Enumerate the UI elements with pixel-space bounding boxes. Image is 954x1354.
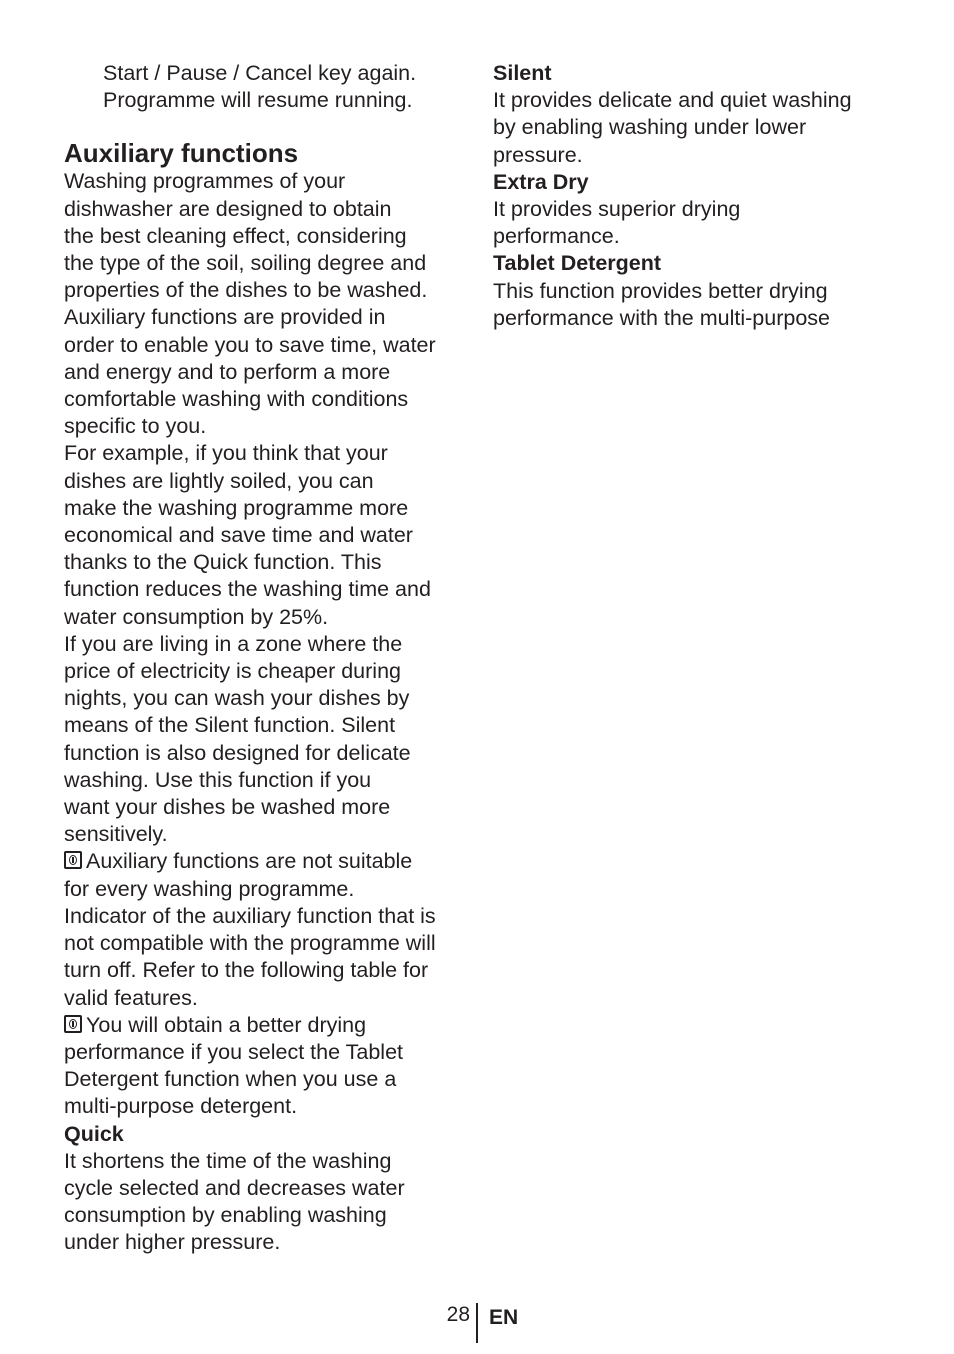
text-line: dishes are lightly soiled, you can	[64, 468, 374, 493]
text-line: means of the Silent function. Silent	[64, 713, 396, 738]
text-line: performance.	[493, 224, 620, 249]
footer-divider	[476, 1303, 478, 1343]
text-line: for every washing programme.	[64, 876, 355, 901]
text-line: make the washing programme more	[64, 495, 409, 520]
text-line: If you are living in a zone where the	[64, 631, 403, 656]
text-line: not compatible with the programme will	[64, 931, 436, 956]
text-line: Washing programmes of your	[64, 169, 346, 194]
text-line: the type of the soil, soiling degree and	[64, 251, 427, 276]
text-line: performance with the multi-purpose	[493, 305, 830, 330]
text-line: It provides delicate and quiet washing	[493, 88, 852, 113]
text-line: water consumption by 25%.	[64, 604, 329, 629]
quick-example-paragraph	[64, 440, 464, 630]
text-line: performance if you select the Tablet	[64, 1039, 404, 1064]
text-line: function is also designed for delicate	[64, 740, 411, 765]
text-line: Start / Pause / Cancel key again.	[103, 61, 417, 85]
text-line: pressure.	[493, 142, 583, 167]
info-icon	[64, 851, 82, 869]
note-drying	[64, 1012, 464, 1121]
note-text: Auxiliary functions are not suitable	[86, 849, 413, 874]
silent-example-paragraph	[64, 631, 464, 849]
left-column	[64, 60, 464, 1257]
text-line: specific to you.	[64, 414, 207, 439]
text-line: consumption by enabling washing	[64, 1203, 387, 1228]
extra-dry-description	[493, 196, 893, 250]
text-line: Detergent function when you use a	[64, 1067, 397, 1092]
text-line: valid features.	[64, 985, 198, 1010]
tablet-detergent-title: Tablet Detergent	[493, 251, 662, 276]
text-line: cycle selected and decreases water	[64, 1175, 405, 1200]
intro-paragraph	[64, 168, 464, 440]
text-line: turn off. Refer to the following table for	[64, 958, 429, 983]
text-line: This function provides better drying	[493, 278, 828, 303]
quick-title: Quick	[64, 1121, 124, 1146]
text-line: by enabling washing under lower	[493, 115, 807, 140]
extra-dry-title: Extra Dry	[493, 169, 589, 194]
text-line: For example, if you think that your	[64, 441, 388, 466]
text-line: Auxiliary functions are provided in	[64, 305, 386, 330]
silent-title: Silent	[493, 61, 552, 85]
text-line: multi-purpose detergent.	[64, 1094, 298, 1119]
silent-description	[493, 87, 893, 169]
text-line: the best cleaning effect, considering	[64, 223, 407, 248]
continuation-text	[64, 60, 464, 114]
text-line: It provides superior drying	[493, 197, 741, 222]
text-line: price of electricity is cheaper during	[64, 659, 401, 684]
text-line: and energy and to perform a more	[64, 359, 391, 384]
section-heading: Auxiliary functions	[64, 138, 299, 169]
text-line: under higher pressure.	[64, 1230, 281, 1255]
text-line: order to enable you to save time, water	[64, 332, 436, 357]
text-line: washing. Use this function if you	[64, 767, 372, 792]
page-number: 28	[446, 1303, 470, 1326]
language-code: EN	[489, 1306, 519, 1329]
text-line: nights, you can wash your dishes by	[64, 686, 410, 711]
text-line: thanks to the Quick function. This	[64, 550, 382, 575]
text-line: Programme will resume running.	[103, 88, 413, 113]
text-line: economical and save time and water	[64, 523, 413, 548]
note-compatibility	[64, 848, 464, 1011]
text-line: sensitively.	[64, 822, 168, 847]
text-line	[64, 1012, 464, 1039]
text-line: comfortable washing with conditions	[64, 387, 409, 412]
info-icon	[64, 1015, 82, 1033]
text-line: properties of the dishes to be washed.	[64, 278, 428, 303]
text-line: want your dishes be washed more	[64, 795, 391, 820]
text-line: function reduces the washing time and	[64, 577, 431, 602]
page-footer	[0, 1303, 954, 1343]
text-line	[64, 848, 464, 875]
quick-description	[64, 1148, 464, 1257]
text-line: It shortens the time of the washing	[64, 1148, 392, 1173]
tablet-detergent-description	[493, 278, 893, 332]
text-line: Indicator of the auxiliary function that is	[64, 903, 436, 928]
text-line: dishwasher are designed to obtain	[64, 196, 392, 221]
right-column	[493, 60, 893, 332]
note-text: You will obtain a better drying	[86, 1012, 367, 1037]
